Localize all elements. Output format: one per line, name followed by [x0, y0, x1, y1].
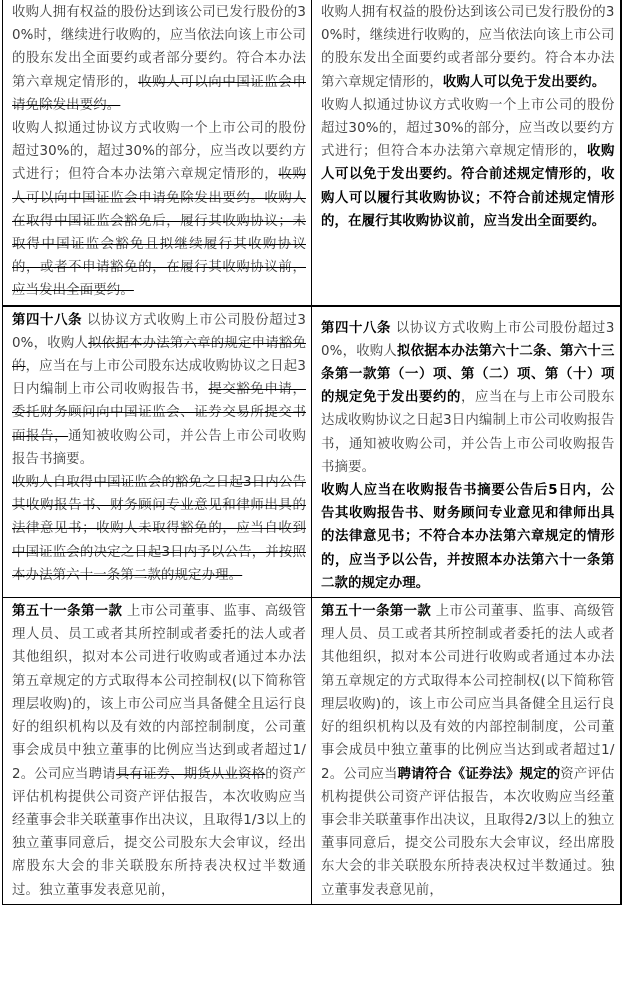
original-text-cell: [3, 598, 312, 905]
table-row: [3, 598, 621, 905]
clause-text: 收购人拟通过协议方式收购一个上市公司的股份超过30%的，超过30%的部分，应当改以要约方式进行；但符合本办法第六章规定情形的，: [321, 97, 615, 160]
clause-paragraph: [321, 1, 615, 94]
clause-paragraph: [321, 479, 615, 595]
clause-paragraph: [12, 600, 306, 902]
clause-text: 的资产评估机构提供公司资产评估报告，本次收购应当经董事会非关联董事作出决议，且取得1/3以上的独立董事同意后，提交公司股东大会审议，经出席股东大会的非关联股东所持表决权过半数通过。独立董事发表意见前，: [12, 766, 306, 898]
revised-text-cell: [312, 0, 621, 306]
clause-paragraph: [12, 1, 306, 117]
deleted-text: 收购人可以向中国证监会申请免除发出要约。收购人在取得中国证监会豁免后，履行其收购协议；未取得中国证监会豁免且拟继续履行其收购协议的，或者不申请豁免的，在履行其收购协议前，应当发出全面要约。: [12, 167, 306, 299]
deleted-text: 具有证券、期货从业资格: [115, 766, 266, 782]
clause-paragraph: [321, 317, 615, 479]
clause-text: 收购人拥有权益的股份达到该公司已发行股份的30%时，继续进行收购的，应当依法向该上市公司的股东发出全面要约或者部分要约。符合本办法第六章规定情形的，: [321, 5, 615, 90]
deleted-text: 收购人可以向中国证监会申请免除发出要约。: [12, 74, 306, 113]
clause-text: 资产评估机构提供公司资产评估报告，本次收购应当经董事会非关联董事作出决议，且取得2/3以上的独立董事同意后，提交公司股东大会审议，经出席股东大会的非关联股东所持表决权过半数通过。独立董事发表意见前，: [321, 766, 615, 898]
clause-paragraph: [12, 471, 306, 587]
clause-text: 通知被收购公司，并公告上市公司收购报告书摘要。: [12, 428, 306, 467]
added-text: 聘请符合《证券法》规定的: [397, 766, 561, 782]
added-text: 第四十八条: [321, 320, 391, 336]
deleted-text: 拟依据本办法第六章的规定申请豁免的: [12, 335, 306, 375]
clause-paragraph: [12, 309, 306, 471]
table-row: [3, 0, 621, 306]
deleted-text: 收购人自取得中国证监会的豁免之日起3日内公告其收购报告书、财务顾问专业意见和律师出具的法律意见书；收购人未取得豁免的，应当自收到中国证监会的决定之日起3日内予以公告，并按照本办法第六十一条第二款的规定办理。: [12, 475, 306, 583]
clause-paragraph: [321, 94, 615, 233]
comparison-table: [2, 0, 622, 905]
deleted-text: 提交豁免申请，委托财务顾问向中国证监会、证券交易所提交书面报告，: [12, 382, 306, 444]
table-row: [3, 306, 621, 598]
revised-text-cell: [312, 306, 621, 598]
clause-text: 上市公司董事、监事、高级管理人员、员工或者其所控制或者委托的法人或者其他组织，拟对本公司进行收购或者通过本办法第五章规定的方式取得本公司控制权(以下简称管理层收购)的，该上市公司应当具备健全且运行良好的组织机构以及有效的内部控制制度，公司董事会成员中独立董事的比例应当达到或者超过1/2。公司应当: [321, 604, 615, 782]
clause-text: 以协议方式收购上市公司股份超过30%，收购人: [12, 312, 307, 351]
revised-text-cell: [312, 598, 621, 905]
original-text-cell: [3, 0, 312, 306]
added-text: 收购人可以免于发出要约。: [442, 74, 606, 90]
original-text-cell: [3, 306, 312, 598]
clause-paragraph: [321, 600, 615, 902]
clause-paragraph: [12, 117, 306, 303]
added-text: 收购人可以免于发出要约。符合前述规定情形的，收购人可以履行其收购协议；不符合前述规定情形的，在履行其收购协议前，应当发出全面要约。: [321, 144, 615, 229]
clause-text: 上市公司董事、监事、高级管理人员、员工或者其所控制或者委托的法人或者其他组织，拟对本公司进行收购或者通过本办法第五章规定的方式取得本公司控制权(以下简称管理层收购)的，该上市公司应当具备健全且运行良好的组织机构以及有效的内部控制制度，公司董事会成员中独立董事的比例应当达到或者超过1/2。公司应当聘请: [12, 604, 307, 782]
clause-text: ，应当在与上市公司股东达成收购协议之日起3日内编制上市公司收购报告书，: [12, 359, 306, 398]
clause-text: 收购人拥有权益的股份达到该公司已发行股份的30%时，继续进行收购的，应当依法向该上市公司的股东发出全面要约或者部分要约。符合本办法第六章规定情形的，: [12, 5, 306, 90]
added-text: 第四十八条: [12, 312, 83, 328]
clause-text: 以协议方式收购上市公司股份超过30%，收购人: [321, 320, 615, 359]
added-text: 第五十一条第一款: [12, 604, 123, 620]
added-text: 收购人应当在收购报告书摘要公告后5日内，公告其收购报告书、财务顾问专业意见和律师出具的法律意见书；不符合本办法第六章规定的情形的，应当予以公告，并按照本办法第六十一条第二款的规定办理。: [321, 483, 615, 591]
added-text: 拟依据本办法第六十二条、第六十三条第一款第（一）项、第（二）项、第（十）项的规定免于发出要约的: [321, 343, 615, 406]
clause-text: ，应当在与上市公司股东达成收购协议之日起3日内编制上市公司收购报告书，通知被收购公司，并公告上市公司收购报告书摘要。: [321, 390, 615, 475]
added-text: 第五十一条第一款: [321, 604, 432, 620]
clause-text: 收购人拟通过协议方式收购一个上市公司的股份超过30%的，超过30%的部分，应当改以要约方式进行；但符合本办法第六章规定情形的，: [12, 121, 306, 183]
